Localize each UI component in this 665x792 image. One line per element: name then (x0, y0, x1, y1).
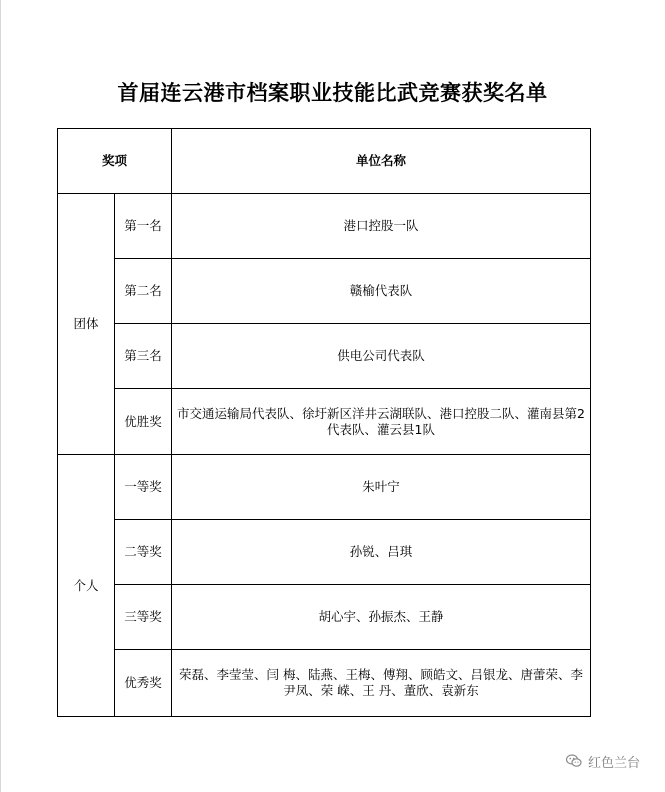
group-team: 团体 (58, 194, 115, 455)
table-row (58, 650, 591, 717)
value-cell: 胡心宇、孙振杰、王静 (172, 585, 591, 650)
page-edge-divider (0, 0, 1, 792)
rank-cell: 第三名 (115, 324, 172, 389)
watermark (566, 751, 640, 771)
rank-cell: 第一名 (115, 194, 172, 259)
header-unit-name: 单位名称 (172, 129, 591, 194)
value-cell: 供电公司代表队 (172, 324, 591, 389)
table-header-row (58, 129, 591, 194)
table-row (58, 259, 591, 324)
table-row (58, 520, 591, 585)
rank-cell: 二等奖 (115, 520, 172, 585)
table-row (58, 389, 591, 455)
value-cell: 赣榆代表队 (172, 259, 591, 324)
table-row (58, 455, 591, 520)
value-cell: 港口控股一队 (172, 194, 591, 259)
rank-cell: 一等奖 (115, 455, 172, 520)
value-cell: 朱叶宁 (172, 455, 591, 520)
table-row (58, 585, 591, 650)
rank-cell: 优秀奖 (115, 650, 172, 717)
table-row (58, 324, 591, 389)
rank-cell: 优胜奖 (115, 389, 172, 455)
value-cell: 孙锐、吕琪 (172, 520, 591, 585)
watermark-text: 红色兰台 (588, 755, 641, 771)
value-cell: 荣磊、李莹莹、闫 梅、陆燕、王梅、傅翔、顾皓文、吕银龙、唐蕾荣、李尹凤、荣 嵘、王 丹、董欣、袁新东 (172, 650, 591, 717)
wechat-icon (566, 754, 582, 768)
rank-cell: 第二名 (115, 259, 172, 324)
rank-cell: 三等奖 (115, 585, 172, 650)
group-individual: 个人 (58, 455, 115, 717)
page-title: 首届连云港市档案职业技能比武竞赛获奖名单 (117, 80, 548, 105)
table-row (58, 194, 591, 259)
header-award: 奖项 (58, 129, 172, 194)
value-cell: 市交通运输局代表队、徐圩新区洋井云湖联队、港口控股二队、灌南县第2代表队、灌云县1队 (172, 389, 591, 455)
award-table (57, 128, 591, 717)
